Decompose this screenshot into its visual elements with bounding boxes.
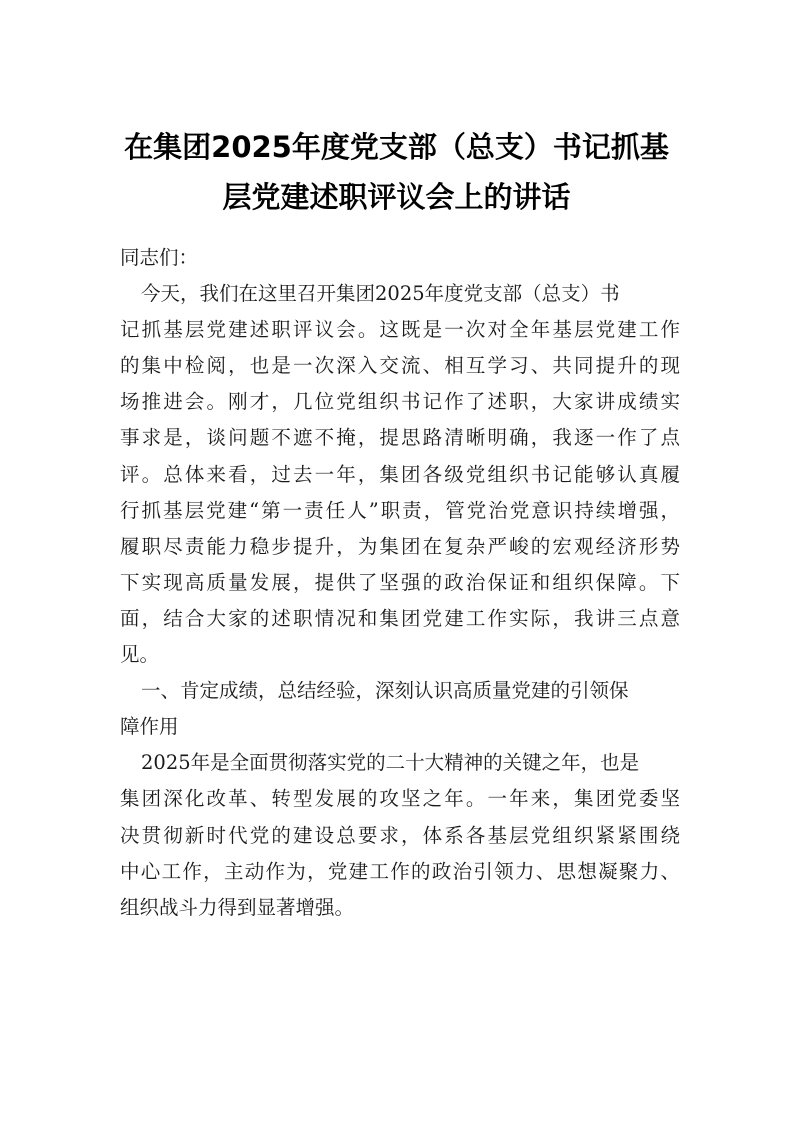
body-line: 行抓基层党建“第一责任人”职责，管党治党意识持续增强， <box>120 498 680 522</box>
body-line: 记抓基层党建述职评议会。这既是一次对全年基层党建工作 <box>120 318 680 342</box>
body-line: 组织战斗力得到显著增强。 <box>120 895 355 919</box>
body-line: 下实现高质量发展，提供了坚强的政治保证和组织保障。下 <box>120 570 680 594</box>
title-line-1: 在集团2025年度党支部（总支）书记抓基 <box>124 130 669 164</box>
document-title <box>110 122 683 222</box>
body-line: 今天，我们在这里召开集团2025年度党支部（总支）书 <box>141 282 620 306</box>
body-line: 面，结合大家的述职情况和集团党建工作实际，我讲三点意 <box>120 606 680 630</box>
body-line: 见。 <box>120 643 160 667</box>
body-line: 障作用 <box>120 715 179 739</box>
document-body <box>120 240 680 926</box>
body-line: 同志们： <box>120 246 199 269</box>
body-line: 中心工作，主动作为，党建工作的政治引领力、思想凝聚力、 <box>120 859 680 883</box>
body-line: 事求是，谈问题不遮不掩，提思路清晰明确，我逐一作了点 <box>120 426 680 450</box>
body-line: 2025年是全面贯彻落实党的二十大精神的关键之年，也是 <box>141 751 640 775</box>
body-line: 的集中检阅，也是一次深入交流、相互学习、共同提升的现 <box>120 354 680 378</box>
body-line: 决贯彻新时代党的建设总要求，体系各基层党组织紧紧围绕 <box>120 823 680 847</box>
body-line: 履职尽责能力稳步提升，为集团在复杂严峻的宏观经济形势 <box>120 534 680 558</box>
body-line: 集团深化改革、转型发展的攻坚之年。一年来，集团党委坚 <box>120 787 680 811</box>
body-line: 一、肯定成绩，总结经验，深刻认识高质量党建的引领保 <box>141 679 629 703</box>
title-line-2: 层党建述职评议会上的讲话 <box>222 180 571 214</box>
body-line: 评。总体来看，过去一年，集团各级党组织书记能够认真履 <box>120 462 680 486</box>
body-line: 场推进会。刚才，几位党组织书记作了述职，大家讲成绩实 <box>120 390 680 414</box>
